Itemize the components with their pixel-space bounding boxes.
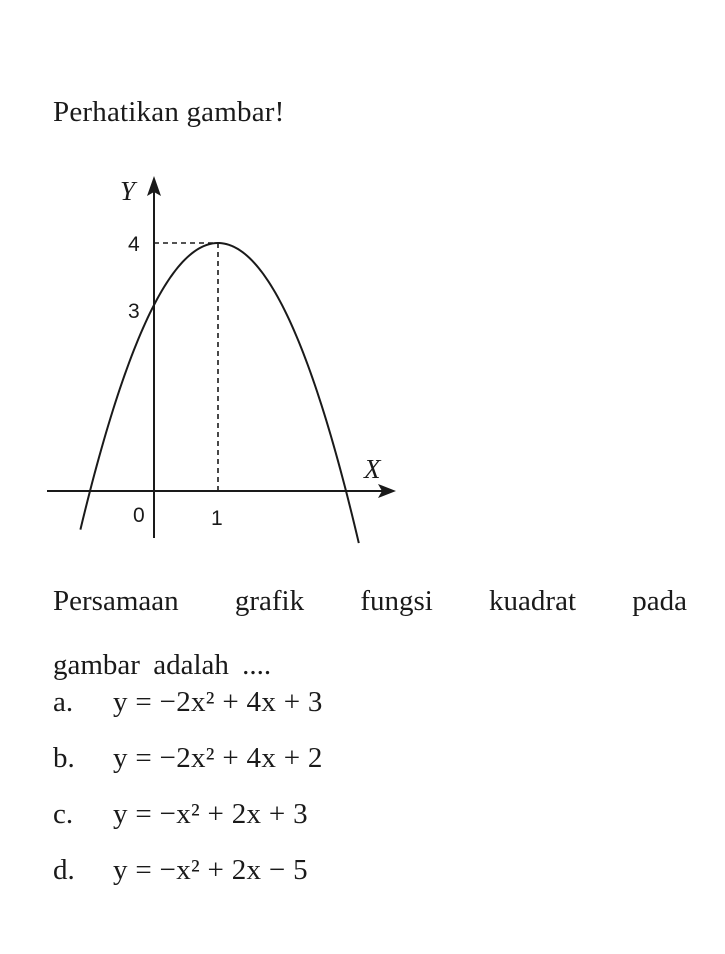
option-equation: y = −2x² + 4x + 3: [113, 686, 323, 718]
y-tick-label-4: 4: [128, 233, 140, 256]
option-equation: y = −2x² + 4x + 2: [113, 742, 323, 774]
y-tick-label-3: 3: [128, 300, 140, 323]
parabola-curve: [80, 243, 358, 543]
option-equation: y = −x² + 2x − 5: [113, 854, 308, 886]
x-tick-label-1: 1: [211, 507, 223, 530]
option-equation: y = −x² + 2x + 3: [113, 798, 308, 830]
option-letter: b.: [53, 742, 75, 774]
option-letter: d.: [53, 854, 75, 886]
y-axis-label: Y: [120, 176, 136, 206]
option-letter: a.: [53, 686, 74, 718]
intro-text: Perhatikan gambar!: [53, 96, 285, 128]
x-axis-label: X: [364, 454, 381, 484]
option-letter: c.: [53, 798, 74, 830]
x-tick-label-0: 0: [133, 504, 145, 527]
question-line-1: Persamaan grafik fungsi kuadrat pada: [53, 585, 687, 617]
question-text: [53, 569, 687, 697]
question-line-2: gambar adalah ....: [53, 649, 272, 681]
